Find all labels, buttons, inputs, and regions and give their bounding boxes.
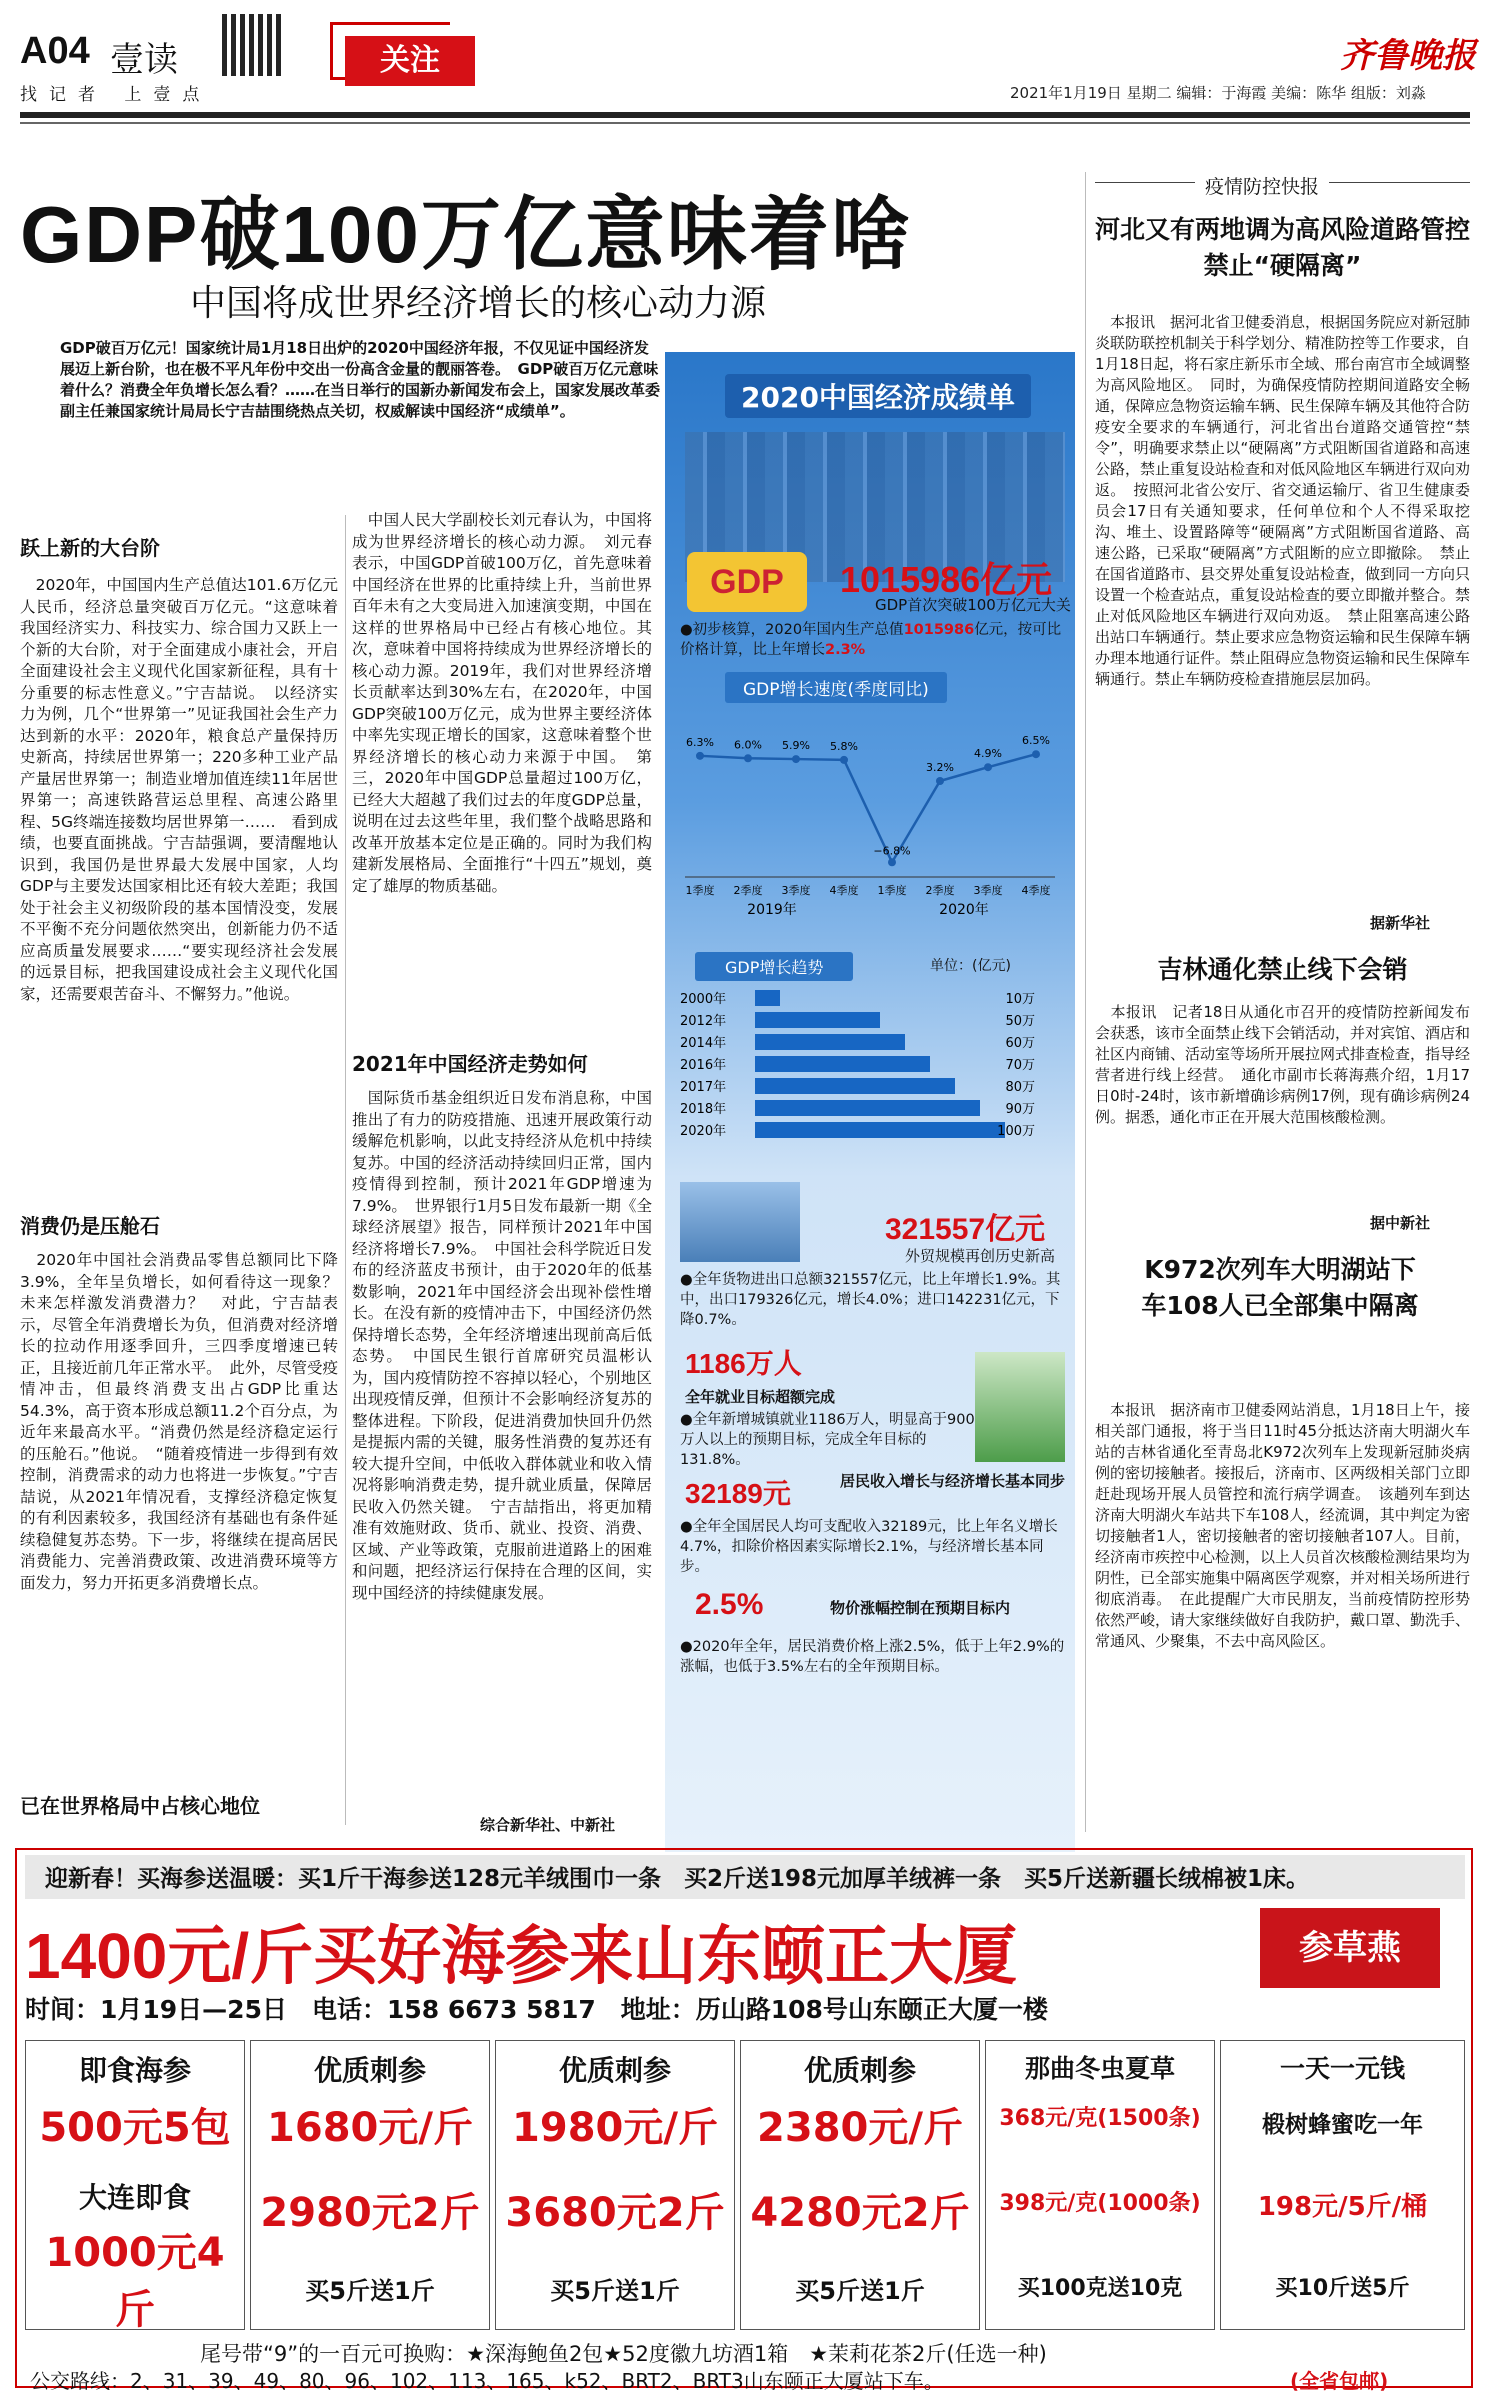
- product-price: 3680元2斤: [505, 2190, 725, 2236]
- gdp-trend-bar-chart: [675, 982, 1065, 1152]
- data-label: 50万: [1005, 1014, 1035, 1029]
- data-label: 90万: [1005, 1102, 1035, 1117]
- infographic-panel: [665, 352, 1075, 1852]
- ad-exchange-line: 尾号带“9”的一百元可换购：★深海鲍鱼2包★52度徽九坊酒1箱 ★茉莉花茶2斤(任选一种): [200, 2342, 1047, 2366]
- income-caption: 居民收入增长与经济增长基本同步: [840, 1472, 1066, 1490]
- ad-promo-line: 迎新春！买海参送温暖：买1斤干海参送128元羊绒围巾一条 买2斤送198元加厚羊绒裤一条 买5斤送新疆长绒棉被1床。: [45, 1866, 1310, 1892]
- group-label: 2020年: [939, 902, 989, 918]
- ad-bus-line: 公交路线：2、31、39、49、80、96、102、113、165、k52、BRT2、BRT3山东颐正大厦站下车。: [30, 2369, 944, 2393]
- product-offer: 买5斤送1斤: [305, 2277, 435, 2305]
- tick-label: 4季度: [829, 884, 859, 897]
- tick-label: 2014年: [680, 1036, 727, 1051]
- port-photo: [680, 1182, 800, 1262]
- data-point: [888, 858, 896, 866]
- column-divider: [345, 515, 346, 1825]
- tick-label: 2020年: [680, 1124, 727, 1139]
- article-title: K972次列车大明湖站下车108人已全部集中隔离: [1141, 1255, 1419, 1320]
- data-label: 4.9%: [974, 747, 1002, 761]
- data-label: 5.9%: [782, 739, 810, 753]
- gdp-growth-line-chart: [675, 702, 1065, 932]
- bar: [755, 1056, 930, 1072]
- line-chart-title: GDP增长速度(季度同比): [725, 672, 947, 703]
- bar: [755, 1078, 955, 1094]
- product-name: 那曲冬虫夏草: [1024, 2054, 1175, 2083]
- product-name: 大连即食: [78, 2181, 191, 2214]
- data-point: [984, 763, 992, 771]
- data-label: 10万: [1005, 992, 1035, 1007]
- group-label: 2019年: [747, 902, 797, 918]
- data-point: [792, 755, 800, 763]
- trade-text: ●全年货物进出口总额321557亿元，比上年增长1.9%。其中，出口179326亿元，增长4.0%；进口142231亿元，下降0.7%。: [680, 1272, 1061, 1328]
- ad-product-box: [985, 2040, 1215, 2330]
- section-heading: 已在世界格局中占核心地位: [20, 1794, 260, 1818]
- income-text: ●全年全国居民人均可支配收入32189元，比上年名义增长4.7%，扣除价格因素实际增长2.1%，与经济增长基本同步。: [680, 1519, 1058, 1575]
- article-body: 本报讯 记者18日从通化市召开的疫情防控新闻发布会获悉，该市全面禁止线下会销活动，并对宾馆、酒店和社区内商铺、活动室等场所开展拉网式排查检查，指导经营者进行线上经营。 通化市副市长蒋海燕介绍，1月17日0时-24时，该市新增确诊病例17例，现有确诊病例24例。据悉，通化市正在开展大范围核酸检测。: [1095, 1003, 1470, 1126]
- tick-label: 3季度: [781, 884, 811, 897]
- bar: [755, 1012, 880, 1028]
- data-label: 80万: [1005, 1080, 1035, 1095]
- data-point: [1032, 750, 1040, 758]
- product-offer: 买100克送10克: [1017, 2276, 1183, 2301]
- section-name: 壹读: [110, 40, 178, 80]
- product-name: 优质刺参: [313, 2054, 426, 2087]
- data-label: 6.3%: [686, 735, 714, 749]
- column-tag: 关注: [345, 36, 475, 86]
- newspaper-logo: 齐鲁晚报: [1340, 36, 1476, 76]
- data-label: 3.2%: [926, 761, 954, 774]
- data-label: 100万: [997, 1124, 1035, 1139]
- article-column: 2020年中国社会消费品零售总额同比下降3.9%，全年呈负增长，如何看待这一现象？未来怎样激发消费潜力？ 对此，宁吉喆表示，尽管全年消费增长为负，但消费对经济增长的拉动作用逐季回升，三四季度增速已转正，且接近前几年正常水平。 此外，尽管受疫情冲击，但最终消费支出占GDP比重达54.3%，高于资本形成总额11.2个百分点，为近年来最高水平。“消费仍然是经济稳定运行的压舱石。”他说。 “随着疫情进一步得到有效控制，消费需求的动力也将进一步恢复。”宁吉喆说，从2021年情况看，支撑经济稳定恢复的有利因素较多，我国经济有基础也有条件延续稳健复苏态势。下一步，将继续在提高居民消费能力、完善消费政策、改进消费环境等方面发力，努力开拓更多消费增长点。: [20, 1251, 338, 1592]
- product-price: 4280元2斤: [750, 2190, 970, 2236]
- jobs-caption: 全年就业目标超额完成: [685, 1388, 836, 1406]
- data-point: [696, 752, 704, 760]
- jobs-total: 1186万人: [685, 1348, 802, 1379]
- data-label: 70万: [1005, 1058, 1035, 1073]
- bar-chart-title: GDP增长趋势: [695, 952, 853, 981]
- data-label: 6.0%: [734, 738, 762, 752]
- jobs-text: ●全年新增城镇就业1186万人，明显高于900万人以上的预期目标，完成全年目标的131.8%。: [680, 1412, 975, 1468]
- product-name: 椴树蜂蜜吃一年: [1262, 2112, 1423, 2138]
- data-label: −6.8%: [873, 844, 911, 858]
- tick-label: 2季度: [733, 884, 763, 897]
- ad-product-box: [250, 2040, 490, 2330]
- product-name: 一天一元钱: [1279, 2054, 1405, 2083]
- article-column: 2020年，中国国内生产总值达101.6万亿元人民币，经济总量突破百万亿元。“这意味着我国经济实力、科技实力、综合国力又跃上一个新的大台阶，对于全面建成小康社会，开启全面建设社会主义现代化国家新征程，具有十分重要的标志性意义。”宁吉喆说。 以经济实力为例，几个“世界第一”见证我国社会生产力达到新的水平：2020年，粮食总产量保持历史新高，持续居世界第一；220多种工业产品产量居世界第一；制造业增加值连续11年居世界第一；高速铁路营运总里程、高速公路里程、5G终端连接数均居世界第一…… 看到成绩，也要直面挑战。宁吉喆强调，要清醒地认识到，我国仍是世界最大发展中国家，人均GDP与主要发达国家相比还有较大差距；我国处于社会主义初级阶段的基本国情没变，发展不平衡不充分问题依然突出，创新能力仍不适应高质量发展要求……“要实现经济社会发展的远景目标，把我国建设成社会主义现代化国家，还需要艰苦奋斗、不懈努力。”他说。: [20, 576, 338, 1003]
- bar: [755, 1034, 905, 1050]
- ad-info-line: 时间：1月19日—25日 电话：158 6673 5817 地址：历山路108号山东颐正大厦一楼: [25, 1995, 1048, 2024]
- product-price: 1680元/斤: [267, 2105, 473, 2151]
- cpi-text: ●2020年全年，居民消费价格上涨2.5%，低于上年2.9%的涨幅，也低于3.5%左右的全年预期目标。: [680, 1639, 1065, 1675]
- product-price: 500元5包: [39, 2105, 231, 2151]
- data-point: [936, 777, 944, 785]
- article-source: 据中新社: [1370, 1214, 1431, 1232]
- ad-product-box: [740, 2040, 980, 2330]
- article-column: 国际货币基金组织近日发布消息称，中国推出了有力的防疫措施、迅速开展政策行动缓解危机影响，以此支持经济从危机中持续复苏。中国的经济活动持续回归正常，国内疫情得到控制，预计2021年GDP增速为7.9%。 世界银行1月5日发布最新一期《全球经济展望》报告，同样预计2021年中国经济将增长7.9%。 中国社会科学院近日发布的经济蓝皮书预计，由于2020年的低基数影响，2021年中国经济会出现补偿性增长。在没有新的疫情冲击下，中国经济仍然保持增长态势，全年经济增速出现前高后低态势。 中国民生银行首席研究员温彬认为，国内疫情防控不容掉以轻心，个别地区出现疫情反弹，但预计不会影响经济复苏的整体进程。下阶段，促进消费加快回升仍然是提振内需的关键，服务性消费的复苏还有较大提升空间，中低收入群体就业和收入情况将影响消费走势，提升就业质量，保障居民收入仍然关键。 宁吉喆指出，将更加精准有效施财政、货币、就业、投资、消费、区域、产业等政策，克服前进道路上的困难和问题，把经济运行保持在合理的区间，实现中国经济的持续健康发展。: [352, 1089, 652, 1602]
- article-title: 吉林通化禁止线下会销: [1157, 955, 1408, 984]
- article-credit: 综合新华社、中新社: [480, 1816, 616, 1834]
- article-column: 中国人民大学副校长刘元春认为，中国将成为世界经济增长的核心动力源。 刘元春表示，中国GDP首破100万亿，首先意味着中国经济在世界的比重持续上升，当前世界百年未有之大变局进入加速演变期，中国在这样的世界格局中已经占有核心地位。其次，意味着中国将持续成为世界经济增长的核心动力源。2019年，我们对世界经济增长贡献率达到30%左右，在2020年，中国GDP突破100万亿元，成为世界主要经济体中率先实现正增长的国家，这意味着整个世界经济增长的核心动力来源于中国。 第三，2020年中国GDP总量超过100万亿，已经大大超越了我们过去的年度GDP总量，说明在过去这些年里，我们整个战略思路和改革开放基本定位是正确的。同时为我们构建新发展格局、全面推行“十四五”规划，奠定了雄厚的物质基础。: [352, 511, 652, 895]
- section-heading: 2021年中国经济走势如何: [352, 1052, 588, 1076]
- series-line: [700, 754, 1036, 862]
- product-price: 1980元/斤: [512, 2105, 718, 2151]
- data-point: [840, 756, 848, 764]
- tick-label: 2018年: [680, 1102, 727, 1117]
- tick-label: 2000年: [680, 992, 727, 1007]
- cpi-value: 2.5%: [695, 1588, 764, 1621]
- headline: GDP破100万亿意味着啥: [20, 190, 913, 279]
- trade-caption: 外贸规模再创历史新高: [905, 1247, 1056, 1265]
- data-label: 5.8%: [830, 739, 858, 753]
- product-price: 368元/克(1500条): [999, 2106, 1201, 2131]
- product-name: 优质刺参: [558, 2054, 671, 2087]
- section-heading: 跃上新的大台阶: [20, 536, 160, 560]
- section-heading: 消费仍是压舱石: [20, 1214, 160, 1238]
- infographic-title: 2020中国经济成绩单: [725, 374, 1031, 418]
- gdp-caption: GDP首次突破100万亿元大关: [875, 596, 1071, 614]
- product-offer: 买5斤送1斤: [550, 2277, 680, 2305]
- masthead-rule: [20, 112, 1470, 118]
- article-title: 河北又有两地调为高风险道路管控禁止“硬隔离”: [1095, 215, 1471, 280]
- page-number: A04: [20, 30, 90, 72]
- product-name: 优质刺参: [803, 2054, 916, 2087]
- income-total: 32189元: [685, 1478, 791, 1509]
- bar: [755, 1122, 1005, 1138]
- data-label: 6.5%: [1022, 734, 1050, 748]
- tick-label: 2017年: [680, 1080, 727, 1095]
- ad-product-box: [25, 2040, 245, 2333]
- product-price: 2380元/斤: [757, 2105, 963, 2151]
- product-price: 2980元2斤: [260, 2190, 480, 2236]
- tick-label: 1季度: [877, 884, 907, 897]
- data-point: [744, 754, 752, 762]
- tick-label: 4季度: [1021, 884, 1051, 897]
- ad-product-box: [495, 2040, 735, 2330]
- trade-total: 321557亿元: [885, 1213, 1046, 1246]
- gdp-total: 1015986亿元: [840, 559, 1053, 600]
- bar: [755, 1100, 980, 1116]
- data-label: 60万: [1005, 1036, 1035, 1051]
- subheadline: 中国将成世界经济增长的核心动力源: [190, 283, 767, 324]
- product-price: 398元/克(1000条): [999, 2191, 1201, 2216]
- news-brief-tag: 疫情防控快报: [1195, 172, 1329, 199]
- bar: [755, 990, 780, 1006]
- cpi-caption: 物价涨幅控制在预期目标内: [830, 1599, 1011, 1617]
- product-price: 198元/5斤/桶: [1257, 2192, 1428, 2222]
- ad-product-box: [1220, 2040, 1465, 2330]
- product-offer: 买10斤送5斤: [1275, 2276, 1410, 2301]
- tick-label: 2012年: [680, 1014, 727, 1029]
- product-offer: 买5斤送1斤: [795, 2277, 925, 2305]
- bar-chart-unit: 单位：(亿元): [930, 958, 1011, 974]
- tick-label: 3季度: [973, 884, 1003, 897]
- column-divider: [1085, 172, 1086, 1832]
- tick-label: 1季度: [685, 884, 715, 897]
- qr-code-icon[interactable]: [222, 14, 284, 76]
- article-body: 本报讯 据河北省卫健委消息，根据国务院应对新冠肺炎联防联控机制关于科学划分、精准防控等工作要求，自1月18日起，将石家庄新乐市全域、邢台南宫市全域调整为高风险地区。 同时，为确保疫情防控期间道路安全畅通，保障应急物资运输车辆、民生保障车辆及其他符合防疫安全要求的车辆通行，河北省出台道路交通管控“禁令”，明确要求禁止以“硬隔离”方式阻断国省道路和高速公路，禁止重复设站检查和对低风险地区车辆进行双向劝返。 按照河北省公安厅、省交通运输厅、省卫生健康委员会17日有关通知要求，任何单位和个人不得采取挖沟、堆土、设置路障等“硬隔离”方式阻断国省道路、高速公路，已采取“硬隔离”方式阻断的应立即撤除。 禁止在国省道路市、县交界处重复设站检查，做到同一方向只设置一个检查站点，重复设站检查的要立即撤并整合。禁止对低风险地区车辆进行双向劝返。 禁止阻塞高速公路出站口车辆通行。禁止要求应急物资运输和民生保障车辆办理本地通行证件。禁止阻碍应急物资运输和民生保障车辆通行。禁止车辆防疫检查措施层层加码。: [1095, 313, 1470, 688]
- ad-shipping-note: (全省包邮): [1290, 2369, 1389, 2393]
- gdp-text: ●初步核算，2020年国内生产总值1015986亿元，按可比价格计算，比上年增长2.3%: [680, 622, 1062, 658]
- tick-label: 2季度: [925, 884, 955, 897]
- ad-headline: 1400元/斤买好海参来山东颐正大厦: [25, 1920, 1018, 1992]
- section-slogan: 找记者 上壹点: [20, 85, 212, 105]
- article-body: 本报讯 据济南市卫健委网站消息，1月18日上午，接相关部门通报，将于当日11时45分抵达济南大明湖火车站的吉林省通化至青岛北K972次列车上发现新冠肺炎病例的密切接触者。接报后，济南市、区两级相关部门立即赶赴现场开展人员管控和流行病学调查。 该趟列车到达济南大明湖火车站共下车108人，经流调，其中判定为密切接触者1人，密切接触者的密切接触者107人。目前，经济南市疾控中心检测，以上人员首次核酸检测结果均为阴性，已全部实施集中隔离医学观察，并对相关场所进行彻底消毒。 在此提醒广大市民朋友，当前疫情防控形势依然严峻，请大家继续做好自我防护，戴口罩、勤洗手、常通风、少聚集，不去中高风险区。: [1095, 1401, 1470, 1650]
- ad-seal-logo: 参草燕: [1260, 1908, 1440, 1988]
- tick-label: 2016年: [680, 1058, 727, 1073]
- issue-meta: 2021年1月19日 星期二 编辑：于海霞 美编：陈华 组版：刘淼: [1010, 84, 1426, 102]
- gdp-logo: GDP: [687, 552, 807, 612]
- product-price: 1000元4斤: [45, 2230, 225, 2333]
- article-source: 据新华社: [1370, 914, 1431, 932]
- city-green-graphic: [975, 1352, 1065, 1462]
- product-name: 即食海参: [78, 2054, 191, 2087]
- lede: GDP破百万亿元！国家统计局1月18日出炉的2020中国经济年报，不仅见证中国经济发展迈上新台阶，也在极不平凡年份中交出一份高含金量的靓丽答卷。 GDP破百万亿元意味着什么？消费全年负增长怎么看？……在当日举行的国新办新闻发布会上，国家发展改革委副主任兼国家统计局局长宁吉喆围绕热点关切，权威解读中国经济“成绩单”。: [60, 339, 661, 420]
- masthead-rule-thin: [20, 122, 1470, 124]
